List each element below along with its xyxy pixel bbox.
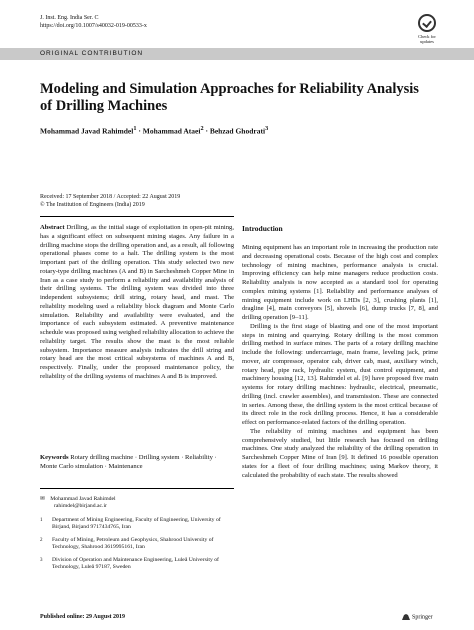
doi-link[interactable]: https://doi.org/10.1007/s40032-019-00533-x [40, 23, 147, 29]
divider [40, 216, 234, 217]
affiliation-text: Faculty of Mining, Petroleum and Geophysics, Shahrood University of Technology, Shahrood 3619995161, Iran [52, 537, 214, 550]
author-sup: 2 [200, 125, 204, 132]
article-dates [40, 193, 180, 209]
affiliation [40, 517, 234, 531]
divider [40, 488, 234, 489]
intro-paragraph: The reliability of mining machines and equipment has been comprehensively studied, but little research has focused on drilling machines. One study analyzed the reliability of the drilling operation in Sarcheshmeh Copper Mine of Iran [9]. It defined 16 possible operation states for a fleet of four drilling machines; using Markov theory, it calculated the probability of each state. The results showed [242, 427, 438, 479]
corresponding-author: Mohammad Javad Rahimdel [50, 496, 116, 502]
author-name[interactable]: Mohammad Javad Rahimdel [40, 126, 134, 136]
publisher-logo [402, 614, 433, 620]
affiliation-number: 1 [40, 518, 43, 523]
intro-paragraph: Mining equipment has an important role in increasing the production rate and decreasing operational costs. Because of the high cost and complex technology of mining machines, performance analysis is crucial. Improving efficiency can help mine managers reduce production costs. Reliability analysis is now accepted as a standard tool for operating complex mining systems [1]. Reliability and performance analyses of mining equipment include work on LHDs [2, 3], crushing plants [1], dragline [4], main conveyors [5], shovels [6], dump trucks [7, 8], and drilling operation [9–11]. [242, 244, 438, 321]
springer-horse-icon [402, 614, 410, 620]
envelope-icon: ✉ [40, 496, 45, 502]
section-heading: Introduction [242, 224, 283, 233]
keywords-label: Keywords [40, 454, 69, 461]
email-link[interactable]: rahimdel@birjand.ac.ir [54, 503, 107, 509]
author-separator: · [136, 126, 143, 136]
journal-header [40, 14, 147, 30]
section-label: ORIGINAL CONTRIBUTION [40, 50, 144, 57]
affiliation [40, 537, 234, 551]
journal-name: J. Inst. Eng. India Ser. C [40, 15, 99, 21]
published-online: Published online: 29 August 2019 [40, 614, 126, 620]
author-separator: · [203, 126, 210, 136]
abstract-label: Abstract [40, 224, 65, 231]
copyright: © The Institution of Engineers (India) 2019 [40, 202, 145, 208]
affiliation-text: Division of Operation and Maintenance Engineering, Luleå University of Technology, Luleå 97187, Sweden [52, 557, 219, 570]
abstract-text: Drilling, as the initial stage of exploitation in open-pit mining, has a significant effect on subsequent mining stages. Any failure in a drilling machine stops the drilling operation and, as a result, all following operational phases come to a halt. The drilling system is the most important part of the drilling operation. This study selected two new rotary-type drilling machines (A and B) in Sarcheshmeh Copper Mine in Iran as a case study to perform a reliability and availability analysis of their drilling systems. The drilling system was divided into three independent subsystems; drill string, rotary head, and mast. The reliability modeling used a reliability block diagram and Monte Carlo simulation. Reliability and availability were evaluated, and the importance of each subsystem estimated. A preventive maintenance schedule was proposed using weighed reliability allocation to achieve the reliability target. The results show the mast is the most reliable subsystem. Importance measure analysis indicates the drill string and rotary head are the most critical subsystems of machines A and B, respectively. Finally, under the proposed maintenance policy, the reliability of the drilling systems of machines A and B is improved. [40, 224, 234, 380]
author-name[interactable]: Behzad Ghodrati [209, 126, 266, 136]
received-accepted: Received: 17 September 2018 / Accepted: 22 August 2019 [40, 194, 181, 200]
abstract [40, 224, 234, 382]
intro-paragraph: Drilling is the first stage of blasting and one of the most important steps in mining and quarrying. Rotary drilling is the most common drilling method in surface mines. The parts of a rotary drilling machine include the following: undercarriage, main frame, leveling jack, prime mover, air compressor, operator cab, driver cab, mast, auxiliary winch, rotary head, pipe rack, hydraulic system, dust control equipment, and machinery housing [12, 13]. Rahimdel et al. [9] have proposed five main systems for rotary drilling machines: hydraulic, electrical, pneumatic, drilling (incl. crawler assembles), and transmission. These are connected in series. Among these, the drilling system is the most critical because of its direct role in the rock drilling process. Hence, it has a considerable effect on performance-related factors of the drilling operation. [242, 322, 438, 426]
author-name[interactable]: Mohammad Ataei [142, 126, 201, 136]
introduction-body [242, 244, 438, 480]
check-icon [418, 14, 436, 32]
author-sup: 1 [133, 125, 137, 132]
affiliation-number: 3 [40, 558, 43, 563]
keywords [40, 454, 234, 472]
section-bar [0, 48, 474, 60]
affiliation-text: Department of Mining Engineering, Faculty of Engineering, University of Birjand, Birjand 9717434765, Iran [52, 517, 221, 530]
author-list [40, 125, 268, 136]
author-sup: 3 [265, 125, 269, 132]
affiliation-number: 2 [40, 538, 43, 543]
check-for-updates-badge[interactable] [413, 14, 441, 46]
article-title: Modeling and Simulation Approaches for Reliability Analysis of Drilling Machines [40, 81, 419, 114]
keywords-text: Rotary drilling machine · Drilling system · Reliability · Monte Carlo simulation · Maintenance [40, 454, 217, 470]
publisher-name: Springer [412, 614, 433, 621]
badge-label: Check for updates [418, 34, 436, 44]
correspondence [40, 496, 234, 510]
affiliation [40, 557, 234, 571]
